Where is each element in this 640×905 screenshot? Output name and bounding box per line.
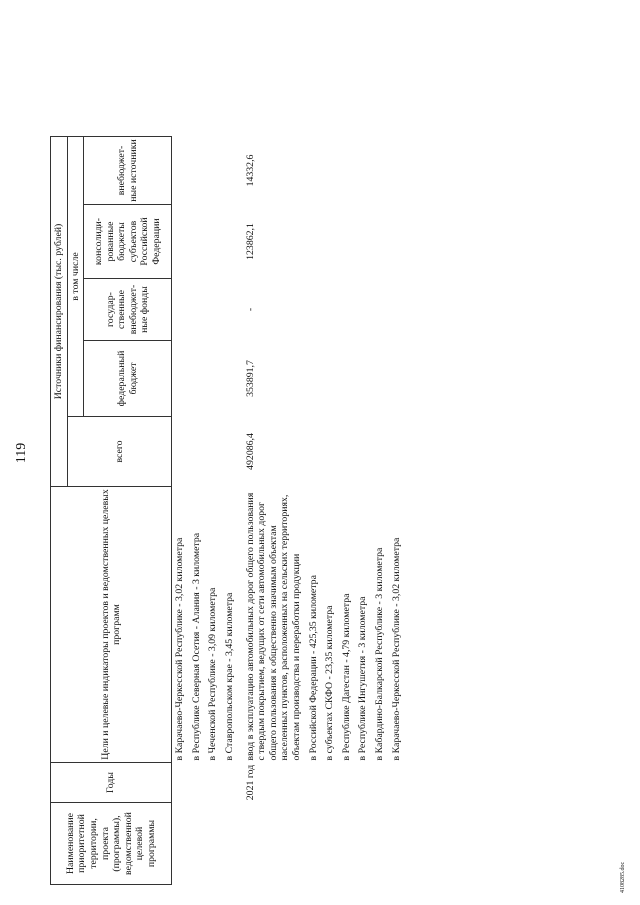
value-federal (172, 340, 243, 416)
header-goals: Цели и целевые индикаторы проектов и ведомственных целевых программ (51, 486, 172, 762)
value-federal: 353891,7 (244, 359, 256, 397)
financing-table (50, 22, 409, 885)
list-item: в Карачаево-Черкесской Республике - 3,02 километра (390, 537, 402, 760)
value-consolidated: 123862,1 (244, 222, 256, 260)
list-item: в Республике Ингушетия - 3 километра (357, 596, 369, 760)
list-item: ввод в эксплуатацию автомобильных дорог общего пользования с твердым покрытием, ведущих от сети автомобильных дорог общего пользования к общественно значимым объектам населенных пунктов, расположенных на сельских территориях, объектам производства и переработки продукции (244, 492, 302, 760)
header-total: всего (67, 416, 172, 486)
page-number: 119 (14, 442, 29, 463)
list-item: в Карачаево-Черкесской Республике - 3,02 километра (174, 537, 186, 760)
list-item: в Республике Северная Осетия - Алания - 3 километра (190, 532, 202, 760)
list-item: в субъектах СКФО - 23,35 километра (324, 605, 336, 760)
value-offbudget: 14332,6 (244, 154, 256, 186)
table-row (243, 22, 410, 884)
header-including: в том числе (67, 136, 84, 416)
header-sources: Источники финансирования (тыс. рублей) (51, 136, 68, 486)
list-item: в Ставропольском крае - 3,45 километра (223, 592, 235, 760)
row-items (172, 486, 243, 762)
header-years: Годы (51, 762, 172, 802)
header-state-funds: государ-ственные внебюджет-ные фонды (84, 278, 172, 340)
list-item: в Кабардино-Балкарской Республике - 3 километра (373, 547, 385, 760)
rotated-page (10, 13, 630, 893)
value-total (172, 416, 243, 486)
value-consolidated (172, 204, 243, 278)
value-offbudget (172, 136, 243, 204)
row-year (172, 762, 243, 802)
header-territory: Наименование приоритетной территории, проекта (программы), ведомственной целевой программы (51, 802, 172, 884)
row-year: 2021 год (244, 764, 256, 800)
value-state-funds: - (244, 307, 256, 311)
footer-doc-name: 4108285.doc (620, 861, 627, 893)
value-state-funds (172, 278, 243, 340)
header-offbudget: внебюджет-ные источники (84, 136, 172, 204)
list-item: в Российской Федерации - 425,35 километра (307, 574, 319, 760)
list-item: в Чеченской Республике - 3,09 километра (207, 587, 219, 760)
header-federal: федеральный бюджет (84, 340, 172, 416)
table-row (172, 22, 243, 884)
row-items (243, 486, 410, 762)
list-item: в Республике Дагестан - 4,79 километра (340, 593, 352, 760)
header-consolidated: консолиди-рованные бюджеты субъектов Российской Федерации (84, 204, 172, 278)
value-total: 492086,4 (244, 432, 256, 470)
